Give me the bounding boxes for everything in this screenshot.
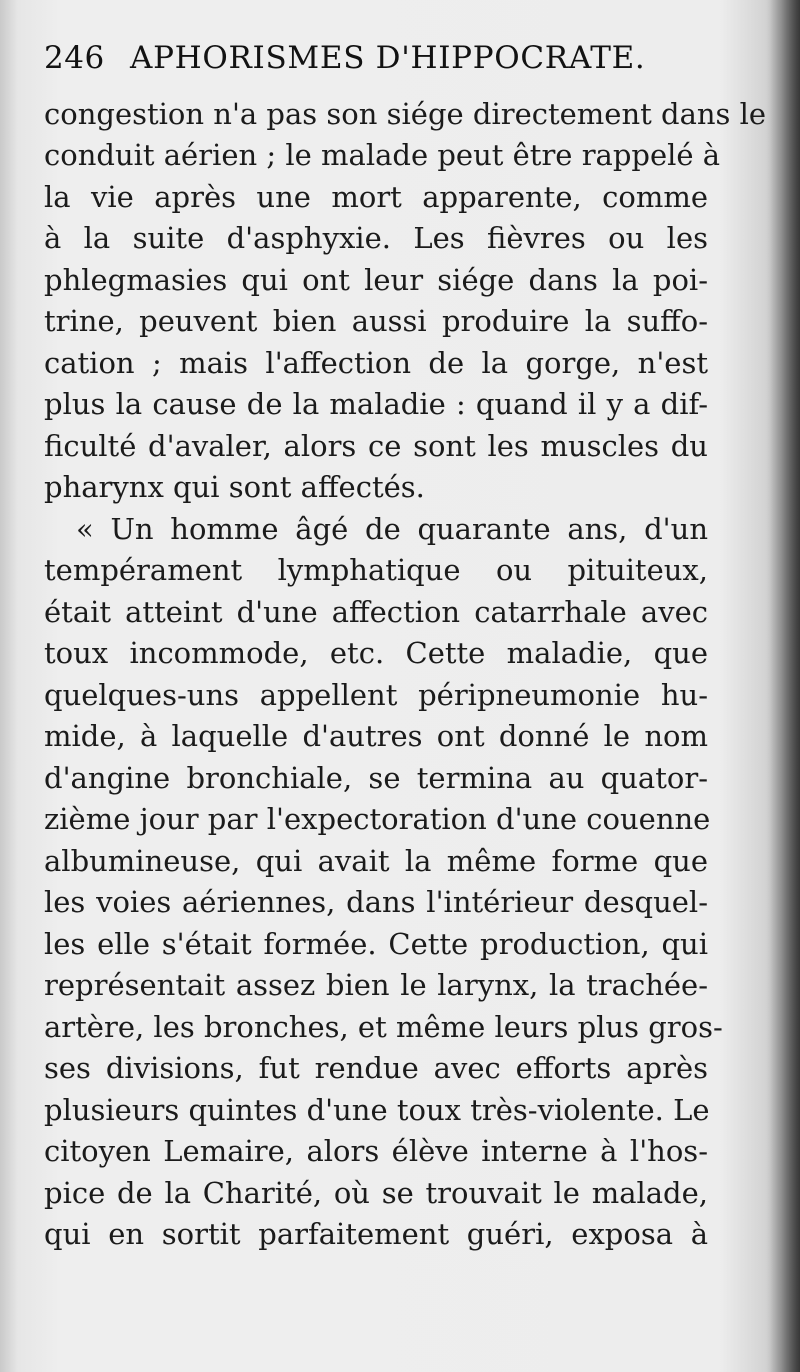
text-line-4: à la suite d'asphyxie. Les fièvres ou les: [44, 221, 708, 255]
page-edge-shadow: [766, 0, 800, 1372]
text-line-25: plusieurs quintes d'une toux très-violente. Le: [44, 1093, 710, 1127]
text-line-19: albumineuse, qui avait la même forme que: [44, 844, 708, 878]
text-line-16: mide, à laquelle d'autres ont donné le nom: [44, 719, 708, 753]
text-line-27: pice de la Charité, où se trouvait le malade,: [44, 1176, 708, 1210]
text-line-14: toux incommode, etc. Cette maladie, que: [44, 636, 708, 670]
text-line-13: était atteint d'une affection catarrhale avec: [44, 595, 708, 629]
text-line-24: ses divisions, fut rendue avec efforts après: [44, 1051, 708, 1085]
text-line-15: quelques-uns appellent péripneumonie hu-: [44, 678, 708, 712]
text-line-17: d'angine bronchiale, se termina au quator-: [44, 761, 708, 795]
text-line-2: conduit aérien ; le malade peut être rappelé à: [44, 138, 721, 172]
text-line-22: représentait assez bien le larynx, la trachée-: [44, 968, 708, 1002]
text-line-11: « Un homme âgé de quarante ans, d'un: [76, 512, 708, 546]
text-line-18: zième jour par l'expectoration d'une couenne: [44, 802, 711, 836]
text-line-20: les voies aériennes, dans l'intérieur desquel-: [44, 885, 708, 919]
text-line-5: phlegmasies qui ont leur siége dans la poi-: [44, 263, 708, 297]
running-title: APHORISMES D'HIPPOCRATE.: [130, 40, 646, 76]
text-line-28: qui en sortit parfaitement guéri, exposa à: [44, 1217, 708, 1251]
text-line-1: congestion n'a pas son siége directement dans le: [44, 97, 767, 131]
text-line-26: citoyen Lemaire, alors élève interne à l'hos-: [44, 1134, 708, 1168]
text-line-8: plus la cause de la maladie : quand il y a dif-: [44, 387, 708, 421]
text-line-21: les elle s'était formée. Cette production, qui: [44, 927, 708, 961]
text-line-10: pharynx qui sont affectés.: [44, 470, 425, 504]
page-header: [44, 40, 724, 86]
page-number: 246: [44, 40, 105, 76]
text-line-6: trine, peuvent bien aussi produire la suffo-: [44, 304, 708, 338]
text-line-12: tempérament lymphatique ou pituiteux,: [44, 553, 708, 587]
text-line-3: la vie après une mort apparente, comme: [44, 180, 708, 214]
text-line-23: artère, les bronches, et même leurs plus gros-: [44, 1010, 723, 1044]
text-line-9: ficulté d'avaler, alors ce sont les muscles du: [44, 429, 708, 463]
text-line-7: cation ; mais l'affection de la gorge, n'est: [44, 346, 708, 380]
